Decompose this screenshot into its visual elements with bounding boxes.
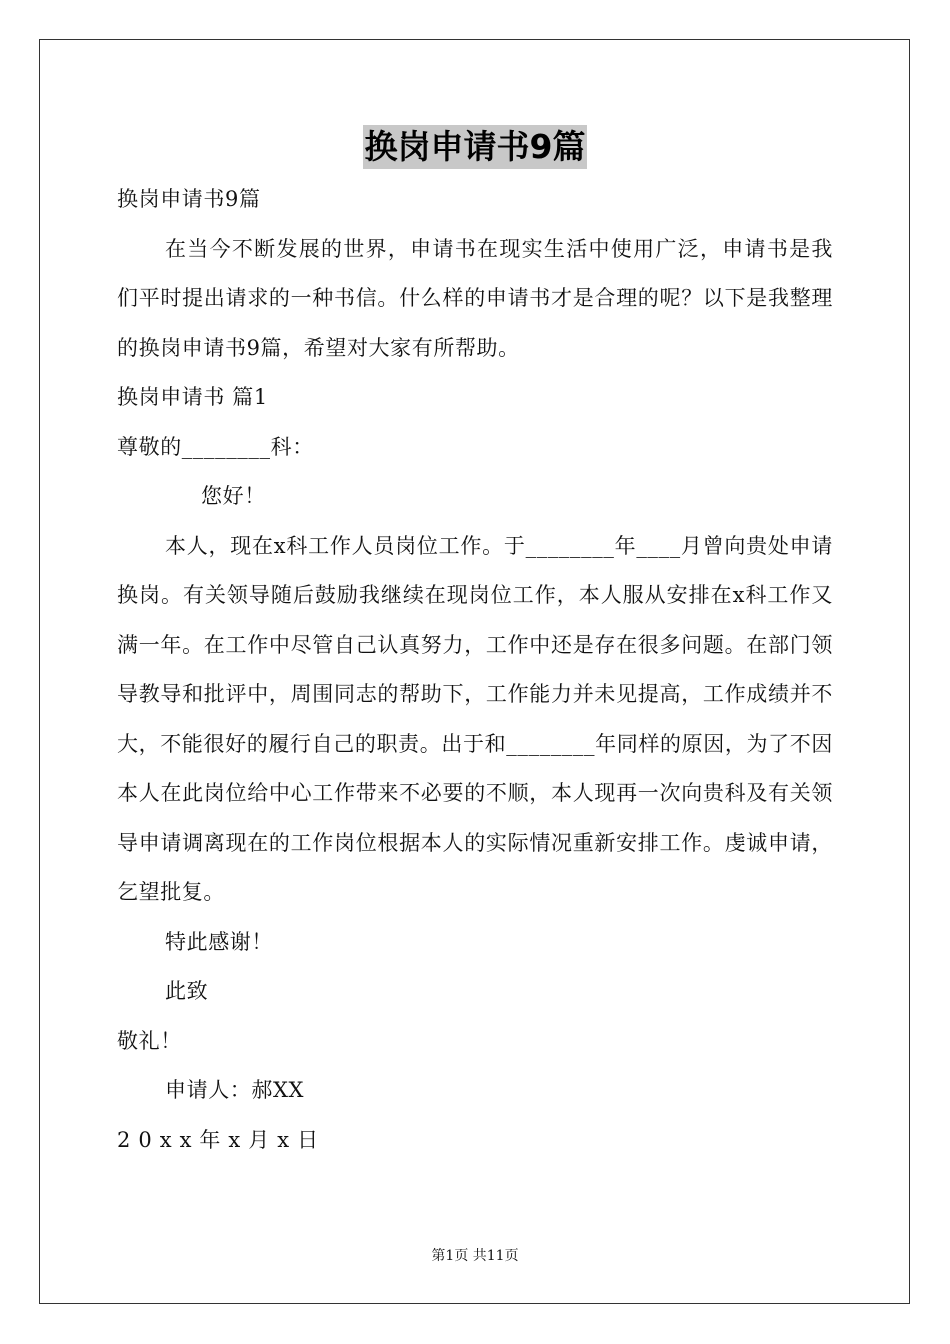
document-title-text: 换岗申请书9篇 — [363, 125, 588, 169]
date-line: 20xx年x月x日 — [117, 1127, 327, 1152]
document-body — [117, 175, 833, 1165]
salutation: 尊敬的________科： — [117, 434, 314, 459]
section-heading: 换岗申请书 篇1 — [117, 385, 268, 409]
intro-paragraph: 在当今不断发展的世界，申请书在现实生活中使用广泛，申请书是我们平时提出请求的一种书信。什么样的申请书才是合理的呢？以下是我整理的换岗申请书9篇，希望对大家有所帮助。 — [117, 236, 833, 360]
document-title — [0, 125, 950, 169]
main-body-paragraph: 本人，现在x科工作人员岗位工作。于________年____月曾向贵处申请换岗。有关领导随后鼓励我继续在现岗位工作，本人服从安排在x科工作又满一年。在工作中尽管自己认真努力，工作中还是存在很多问题。在部门领导教导和批评中，周围同志的帮助下，工作能力并未见提高，工作成绩并不大，不能很好的履行自己的职责。出于和________年同样的原因，为了不因本人在此岗位给中心工作带来不必要的不顺，本人现再一次向贵科及有关领导申请调离现在的工作岗位根据本人的实际情况重新安排工作。虔诚申请，乞望批复。 — [117, 533, 833, 904]
page-footer — [0, 1246, 950, 1266]
thanks-line: 特此感谢！ — [165, 929, 273, 954]
greeting: 您好！ — [201, 484, 266, 508]
regards-line: 敬礼！ — [117, 1028, 182, 1053]
closing-line: 此致 — [165, 979, 209, 1003]
page-number: 第1页 共11页 — [431, 1248, 519, 1264]
subtitle: 换岗申请书9篇 — [117, 187, 261, 211]
applicant-line: 申请人：郝XX — [165, 1078, 305, 1102]
